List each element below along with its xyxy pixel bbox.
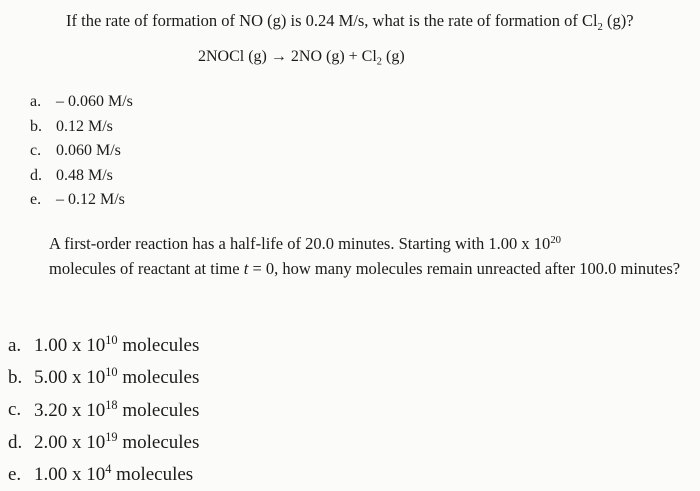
question1-options bbox=[30, 90, 133, 213]
question2-stem-text-line3: = 0, how many molecules remain unreacted after 100.0 minutes? bbox=[248, 259, 681, 279]
option-letter: e. bbox=[8, 463, 22, 485]
option-exponent: 10 bbox=[105, 365, 118, 380]
equation-products: 2NO (g) + Cl bbox=[290, 48, 377, 65]
equation-reactant: 2NOCl (g) bbox=[198, 48, 267, 65]
question1-option[interactable] bbox=[30, 90, 133, 115]
question2-options bbox=[8, 327, 199, 488]
option-unit: molecules bbox=[117, 431, 200, 453]
option-unit: molecules bbox=[117, 367, 200, 389]
question1-option[interactable] bbox=[30, 115, 133, 140]
question1-stem-subscript: 2 bbox=[597, 20, 603, 33]
question2-stem-text-line2: molecules of reactant at time bbox=[49, 259, 244, 279]
option-letter: b. bbox=[30, 117, 42, 135]
option-letter: a. bbox=[8, 334, 22, 356]
option-exponent: 19 bbox=[105, 429, 118, 444]
question2-option[interactable] bbox=[8, 327, 199, 359]
option-exponent: 10 bbox=[105, 333, 118, 347]
question1-stem bbox=[66, 11, 634, 33]
equation-products-tail: (g) bbox=[382, 48, 405, 65]
option-letter: d. bbox=[30, 166, 42, 184]
option-base: 5.00 x 10 bbox=[34, 367, 106, 389]
question1-equation bbox=[198, 48, 405, 68]
option-letter: a. bbox=[30, 93, 42, 110]
equation-subscript: 2 bbox=[376, 56, 382, 68]
question2-option[interactable] bbox=[8, 424, 199, 456]
option-letter: d. bbox=[8, 431, 23, 453]
option-base: 3.20 x 10 bbox=[34, 399, 106, 421]
option-text: 0.12 M/s bbox=[56, 117, 113, 135]
option-letter: b. bbox=[8, 367, 23, 389]
question2-stem bbox=[49, 228, 689, 282]
reaction-arrow-icon: → bbox=[270, 48, 287, 65]
option-base: 2.00 x 10 bbox=[34, 431, 106, 453]
option-text: – 0.060 M/s bbox=[56, 93, 133, 110]
question2-option[interactable] bbox=[8, 359, 199, 391]
question1-option[interactable] bbox=[30, 188, 133, 213]
option-letter: c. bbox=[8, 399, 22, 421]
option-exponent: 4 bbox=[105, 462, 112, 477]
option-base: 1.00 x 10 bbox=[34, 334, 106, 356]
option-text: 0.48 M/s bbox=[56, 166, 113, 184]
time-variable: t bbox=[243, 259, 249, 279]
option-letter: c. bbox=[30, 142, 42, 159]
question1-option[interactable] bbox=[30, 139, 133, 164]
option-unit: molecules bbox=[117, 334, 200, 356]
option-letter: e. bbox=[30, 191, 42, 208]
option-text: – 0.12 M/s bbox=[56, 191, 125, 208]
question1-option[interactable] bbox=[30, 164, 133, 189]
question2-option[interactable] bbox=[8, 392, 199, 424]
option-text: 0.060 M/s bbox=[56, 142, 121, 159]
question2-stem-text: A first-order reaction has a half-life of 20.0 minutes. Starting with 1.00 x 10 bbox=[49, 233, 551, 253]
question1-stem-tail: (g)? bbox=[602, 11, 634, 30]
question2-option[interactable] bbox=[8, 456, 199, 488]
question1-stem-text: If the rate of formation of NO (g) is 0.24 M/s, what is the rate of formation of Cl bbox=[66, 11, 598, 30]
option-unit: molecules bbox=[117, 399, 200, 421]
option-base: 1.00 x 10 bbox=[34, 463, 106, 485]
option-unit: molecules bbox=[111, 463, 194, 485]
option-exponent: 18 bbox=[105, 397, 118, 412]
question2-stem-exponent: 20 bbox=[550, 234, 562, 246]
